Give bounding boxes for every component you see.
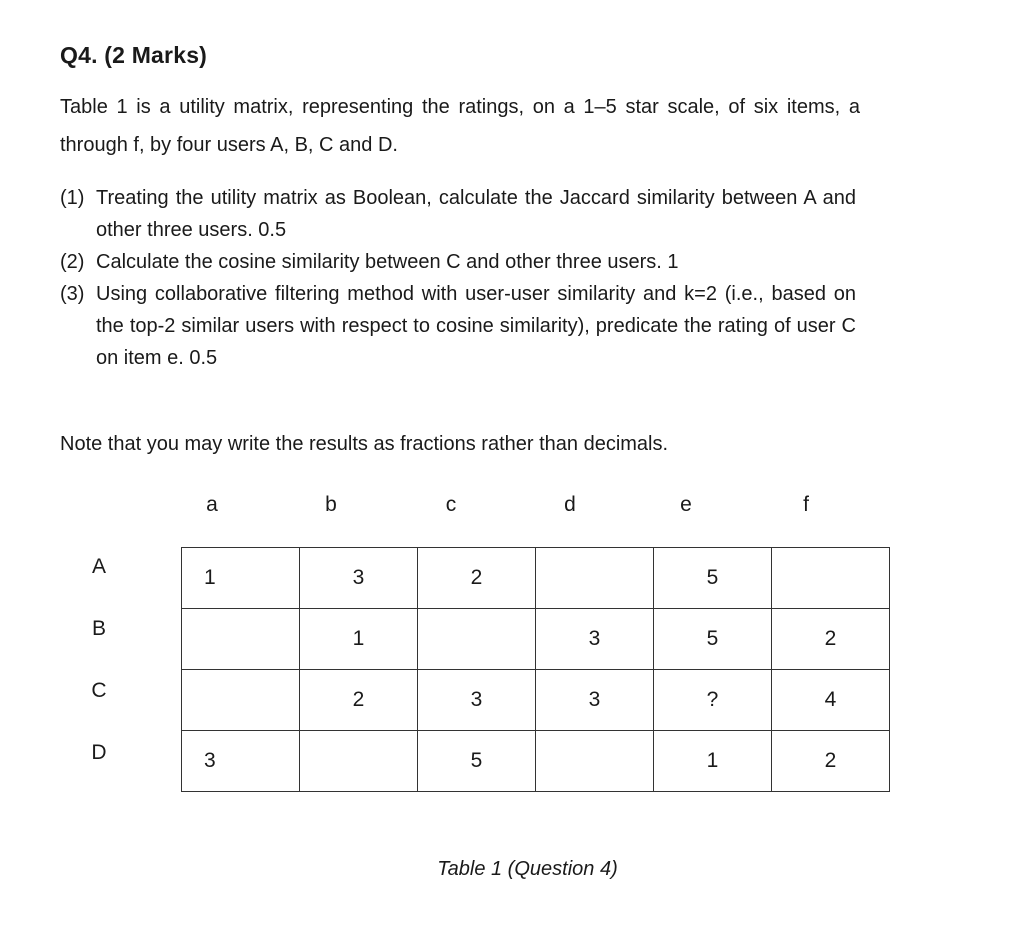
table-cell: 5 — [654, 609, 772, 670]
table-row — [182, 670, 890, 731]
table-cell: 3 — [536, 670, 654, 731]
row-header: A — [91, 555, 106, 578]
column-header: b — [325, 493, 337, 516]
question-number: (3) — [60, 283, 85, 305]
table-cell: 1 — [654, 731, 772, 792]
table-cell: 4 — [772, 670, 890, 731]
table-cell: 2 — [418, 548, 536, 609]
column-header: c — [445, 493, 457, 516]
table-cell — [536, 731, 654, 792]
utility-matrix-table — [181, 547, 890, 792]
table-row — [182, 548, 890, 609]
table-row — [182, 609, 890, 670]
table-cell: 3 — [300, 548, 418, 609]
question-list — [60, 182, 856, 374]
question-item — [60, 182, 856, 246]
table-cell: 5 — [654, 548, 772, 609]
table-cell: ? — [654, 670, 772, 731]
question-number: (2) — [60, 251, 85, 273]
table-cell — [772, 548, 890, 609]
question-number: (1) — [60, 187, 85, 209]
column-header: d — [564, 493, 576, 516]
question-text: Using collaborative filtering method with user-user similarity and k=2 (i.e., based on the top-2 similar users with respect to cosine similarity), predicate the rating of user C on item e. 0.5 — [96, 283, 856, 369]
question-heading: Q4. (2 Marks) — [60, 42, 208, 68]
note-text: Note that you may write the results as fractions rather than decimals. — [60, 433, 669, 455]
column-header: e — [680, 493, 692, 516]
table-cell — [418, 609, 536, 670]
table-cell: 3 — [418, 670, 536, 731]
table-cell — [536, 548, 654, 609]
table-cell — [182, 670, 300, 731]
table-cell: 2 — [772, 609, 890, 670]
table-cell: 1 — [300, 609, 418, 670]
table-cell: 1 — [182, 548, 300, 609]
table-cell: 2 — [772, 731, 890, 792]
intro-paragraph: Table 1 is a utility matrix, representing the ratings, on a 1–5 star scale, of six items, a through f, by four users A, B, C and D. — [60, 96, 860, 156]
table-caption: Table 1 (Question 4) — [437, 858, 618, 880]
row-header: C — [91, 679, 107, 702]
question-item — [60, 246, 856, 278]
row-header: B — [91, 617, 106, 640]
question-text: Calculate the cosine similarity between C and other three users. 1 — [96, 251, 679, 273]
question-item — [60, 278, 856, 374]
table-row — [182, 731, 890, 792]
table-cell: 3 — [182, 731, 300, 792]
column-header: a — [206, 493, 218, 516]
table-cell — [300, 731, 418, 792]
table-cell: 5 — [418, 731, 536, 792]
row-header: D — [91, 741, 107, 764]
column-header: f — [803, 493, 809, 516]
table-cell — [182, 609, 300, 670]
table-cell: 3 — [536, 609, 654, 670]
table-cell: 2 — [300, 670, 418, 731]
question-text: Treating the utility matrix as Boolean, calculate the Jaccard similarity between A and other three users. 0.5 — [96, 187, 856, 241]
